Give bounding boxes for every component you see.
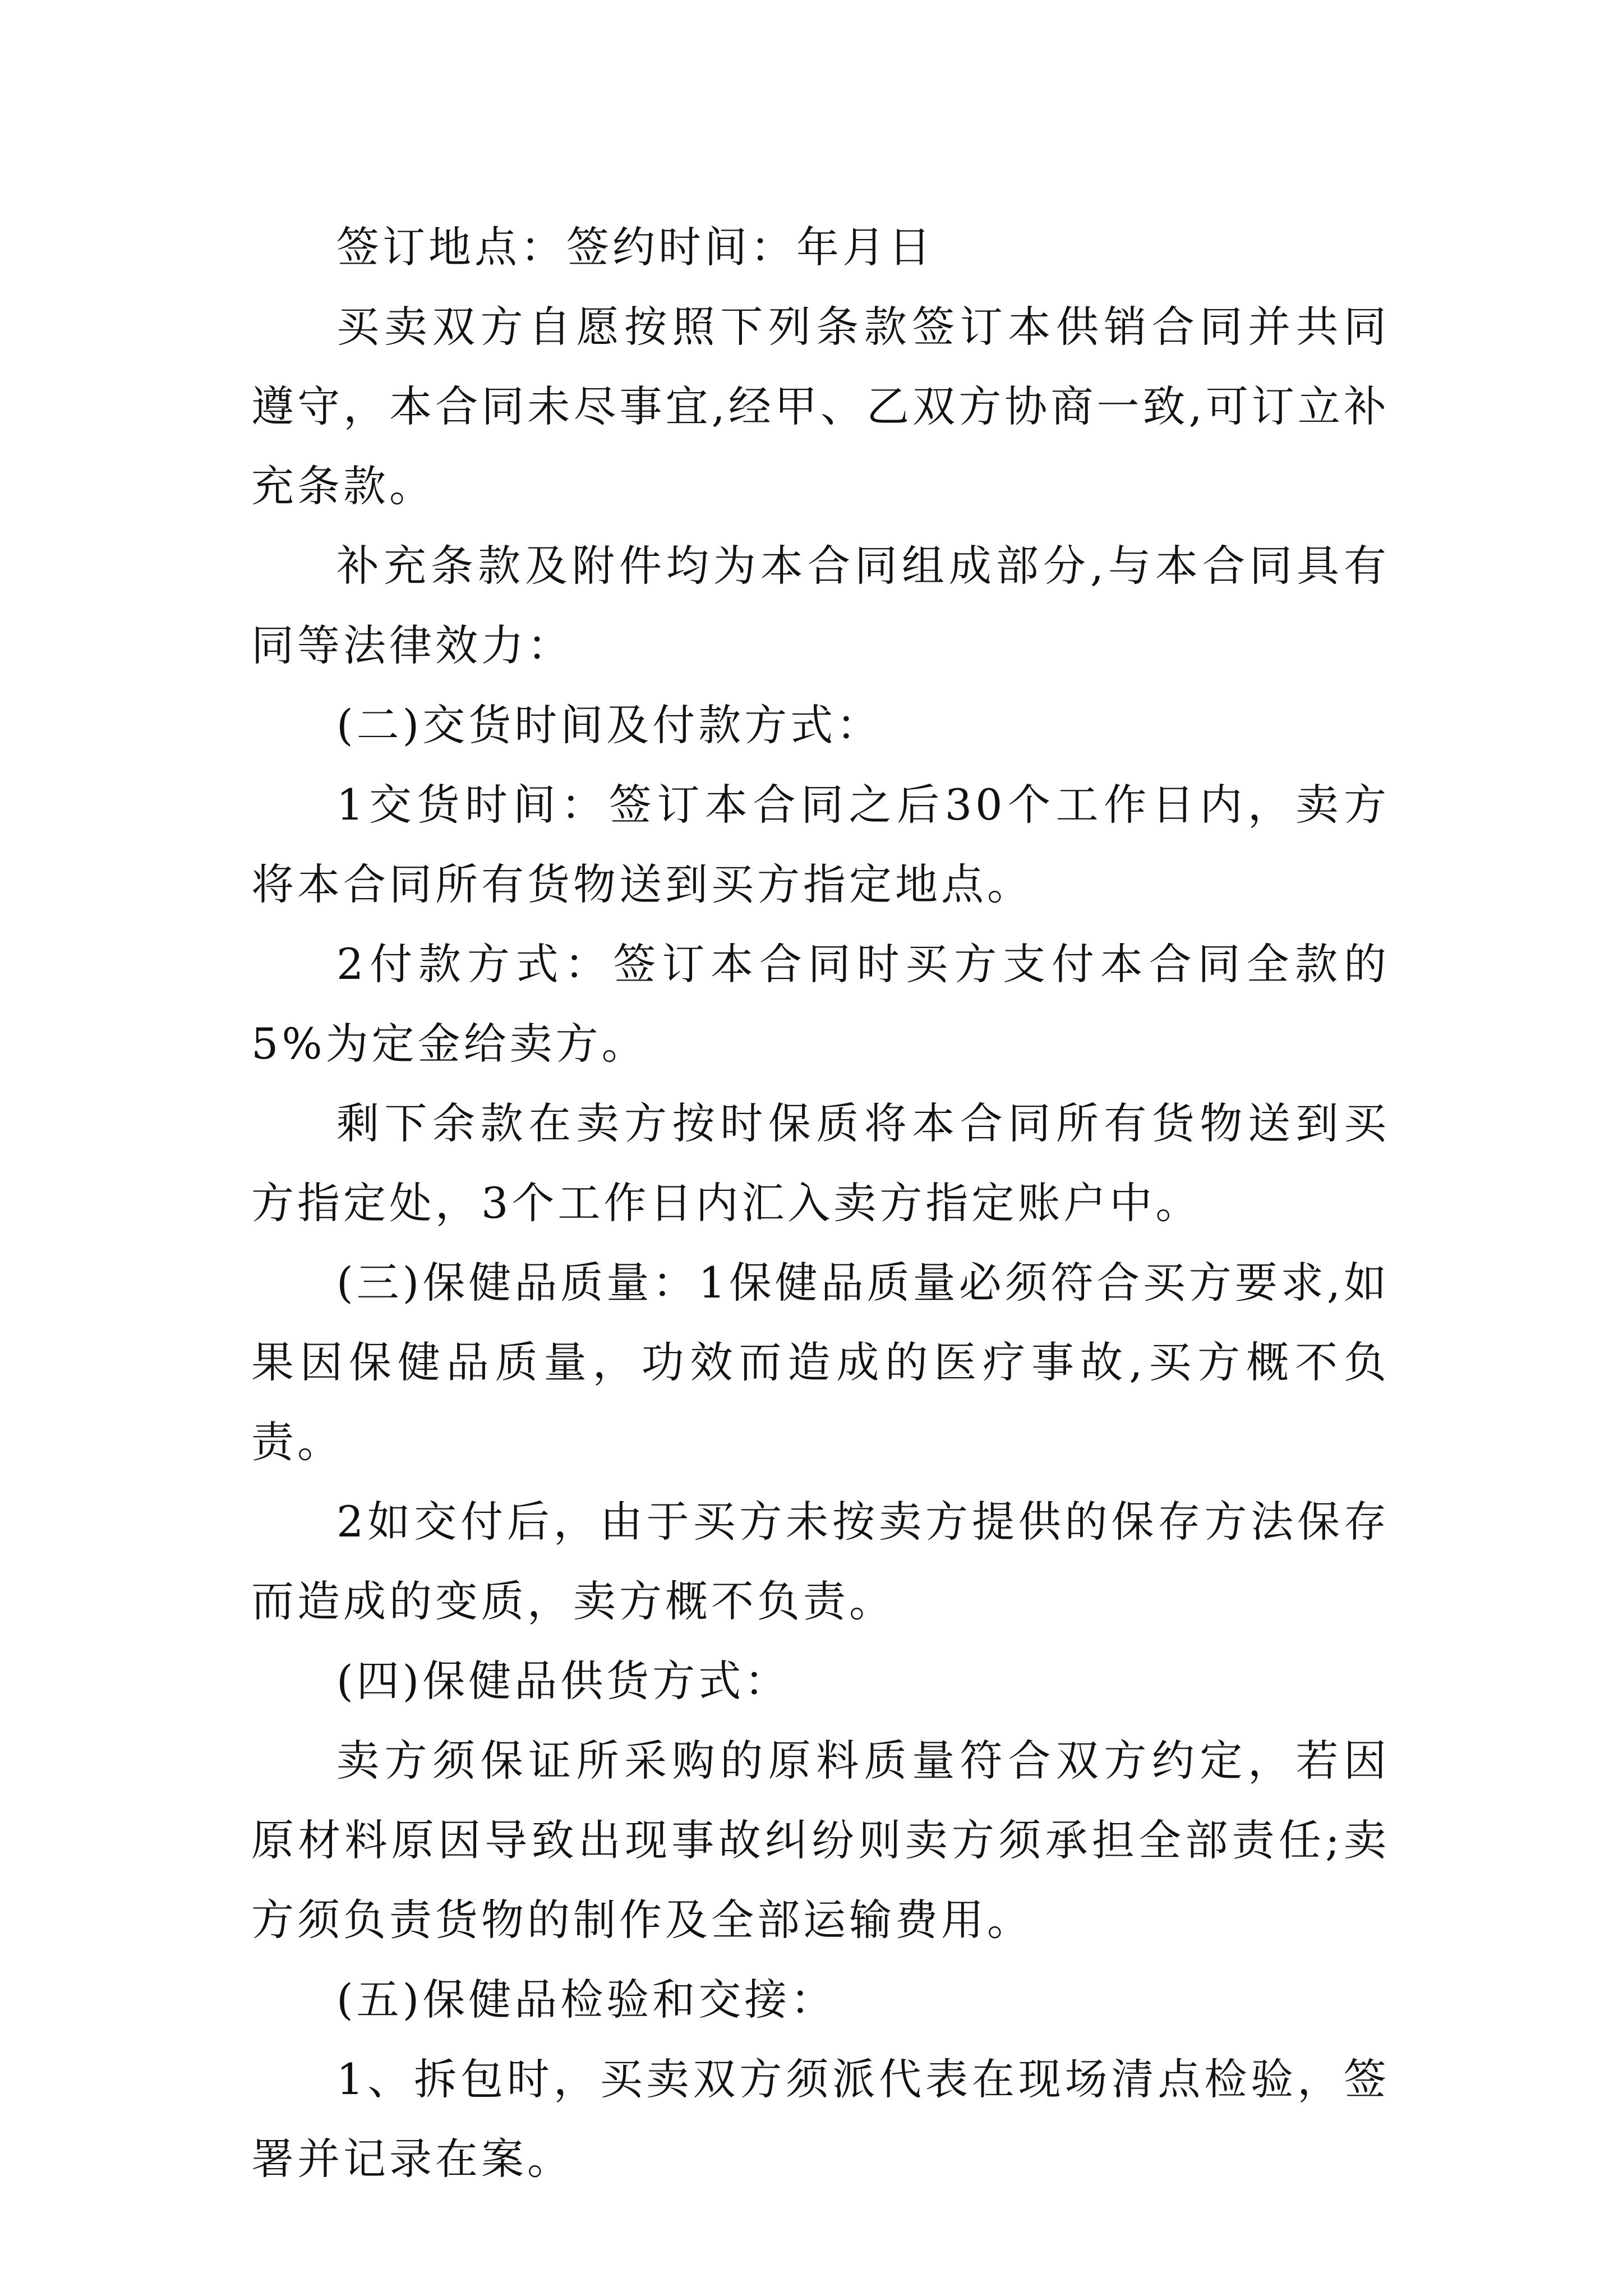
paragraph-product-quality: (三)保健品质量：1保健品质量必须符合买方要求,如果因保健品质量，功效而造成的医疗事故,买方概不负责。 bbox=[251, 1258, 1390, 1467]
paragraph-storage-liability: 2如交付后，由于买方未按卖方提供的保存方法保存而造成的变质，卖方概不负责。 bbox=[251, 1497, 1390, 1626]
paragraph-mutual-agreement: 买卖双方自愿按照下列条款签订本供销合同并共同遵守，本合同未尽事宜,经甲、乙双方协商一致,可订立补充条款。 bbox=[251, 302, 1390, 511]
document-body bbox=[251, 208, 1390, 2199]
paragraph-signing-place-time: 签订地点：签约时间：年月日 bbox=[336, 222, 934, 272]
paragraph-remaining-balance: 剩下余款在卖方按时保质将本合同所有货物送到买方指定处，3个工作日内汇入卖方指定账户中。 bbox=[251, 1098, 1390, 1228]
paragraph-delivery-time: 1交货时间：签订本合同之后30个工作日内，卖方将本合同所有货物送到买方指定地点。 bbox=[251, 780, 1390, 909]
heading-delivery-payment: (二)交货时间及付款方式： bbox=[336, 700, 883, 750]
heading-supply-method: (四)保健品供货方式： bbox=[336, 1656, 791, 1706]
paragraph-supplementary-terms: 补充条款及附件均为本合同组成部分,与本合同具有同等法律效力： bbox=[251, 541, 1390, 670]
paragraph-payment-method: 2付款方式：签订本合同时买方支付本合同全款的5%为定金给卖方。 bbox=[251, 939, 1390, 1069]
paragraph-unpacking-inspection: 1、拆包时，买卖双方须派代表在现场清点检验，签署并记录在案。 bbox=[251, 2054, 1390, 2184]
heading-inspection-handover: (五)保健品检验和交接： bbox=[336, 1975, 837, 2024]
paragraph-seller-guarantee: 卖方须保证所采购的原料质量符合双方约定，若因原材料原因导致出现事故纠纷则卖方须承担全部责任;卖方须负责货物的制作及全部运输费用。 bbox=[251, 1736, 1390, 1945]
